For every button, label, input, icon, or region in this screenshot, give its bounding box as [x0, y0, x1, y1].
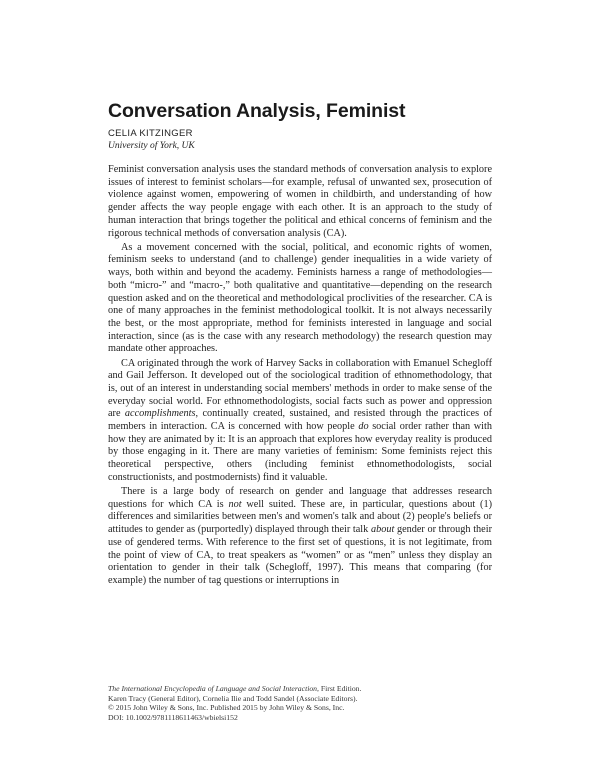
footer-edition: , First Edition.	[317, 684, 362, 693]
author-affiliation: University of York, UK	[108, 141, 195, 151]
paragraph-4-text-a: There is a large body of research on gender and language that addresses research questions for which CA is	[108, 486, 492, 510]
paragraph-3-emphasis-2: do	[358, 421, 369, 433]
paragraph-3-text-b: , continually created, sustained, and resisted through the practices of members in interaction. CA is concerned with how people	[108, 408, 492, 433]
paragraph-3	[108, 358, 492, 485]
paragraph-4-emphasis-2: about	[370, 524, 395, 536]
paragraph-4-emphasis-1: not	[228, 498, 242, 510]
footer-book-title: The International Encyclopedia of Language and Social Interaction	[108, 684, 318, 693]
footer-doi: DOI: 10.1002/9781118611463/wbielsi152	[108, 712, 238, 722]
paragraph-4-text-c: gender or through their use of gendered terms. With reference to the first set of questions, it is not legitimate, from the point of view of CA, to treat speakers as “women” or as “men” unless they display an orientation to gender in their talk (Schegloff, 1997). This means that comparing (for example) the number of tag questions or interruptions in	[108, 524, 492, 586]
paragraph-4	[108, 486, 492, 588]
author-name: CELIA KITZINGER	[108, 128, 193, 139]
paragraph-3-text-a: CA originated through the work of Harvey Sacks in collaboration with Emanuel Schegloff and Gail Jefferson. It developed out of the sociological tradition of ethnomethodology, that is, out of an interest in understanding social members' methods in order to make sense of the everyday social world. For ethnomethodologists, social facts such as power and oppression are	[108, 357, 492, 420]
article-title: Conversation Analysis, Feminist	[108, 100, 406, 122]
citation-footer	[108, 684, 508, 722]
footer-editors: Karen Tracy (General Editor), Cornelia Ilie and Todd Sandel (Associate Editors).	[108, 693, 358, 703]
paragraph-2: As a movement concerned with the social, political, and economic rights of women, feminism seeks to understand (and to challenge) gender inequalities in a wide variety of ways, both within and beyond the academy. Feminists harness a range of methodologies—both “micro-” and “macro-,” both qualitative and quantitative—depending on the research question asked and on the theoretical and methodological proclivities of the researcher. CA is one of many approaches in the feminist methodological toolkit. It is not always necessarily the best, or the most appropriate, method for feminists interested in language and social interaction, since (as is the case with any research methodology) the research question may mandate other approaches.	[108, 241, 492, 355]
footer-copyright: © 2015 John Wiley & Sons, Inc. Published 2015 by John Wiley & Sons, Inc.	[108, 703, 345, 713]
article-body	[108, 164, 492, 588]
paragraph-4-text-b: well suited. These are, in particular, questions about (1) differences and similarities between men's and women's talk and about (2) people's beliefs or attitudes to gender as (purportedly) displayed through their talk	[108, 498, 492, 536]
paragraph-3-emphasis-1: accomplishments	[124, 408, 196, 420]
footer-book-line	[108, 684, 508, 694]
paragraph-1: Feminist conversation analysis uses the standard methods of conversation analysis to explore issues of interest to feminist scholars—for example, refusal of unwanted sex, prosecution of violence against women, empowering of women in childbirth, and understanding of how gender affects the way people engage with each other. It is an approach to the study of human interaction that brings together the political and ethical concerns of feminism and the rigorous technical methods of conversation analysis (CA).	[108, 164, 492, 239]
paragraph-3-text-c: social order rather than with how they are animated by it: It is an approach that explores how everyday reality is produced by those engaging in it. There are many varieties of feminism: Some feminists reject this theoretical perspective, others (including feminist ethnomethodologists, social constructionists, and postmodernists) find it valuable.	[108, 421, 492, 483]
